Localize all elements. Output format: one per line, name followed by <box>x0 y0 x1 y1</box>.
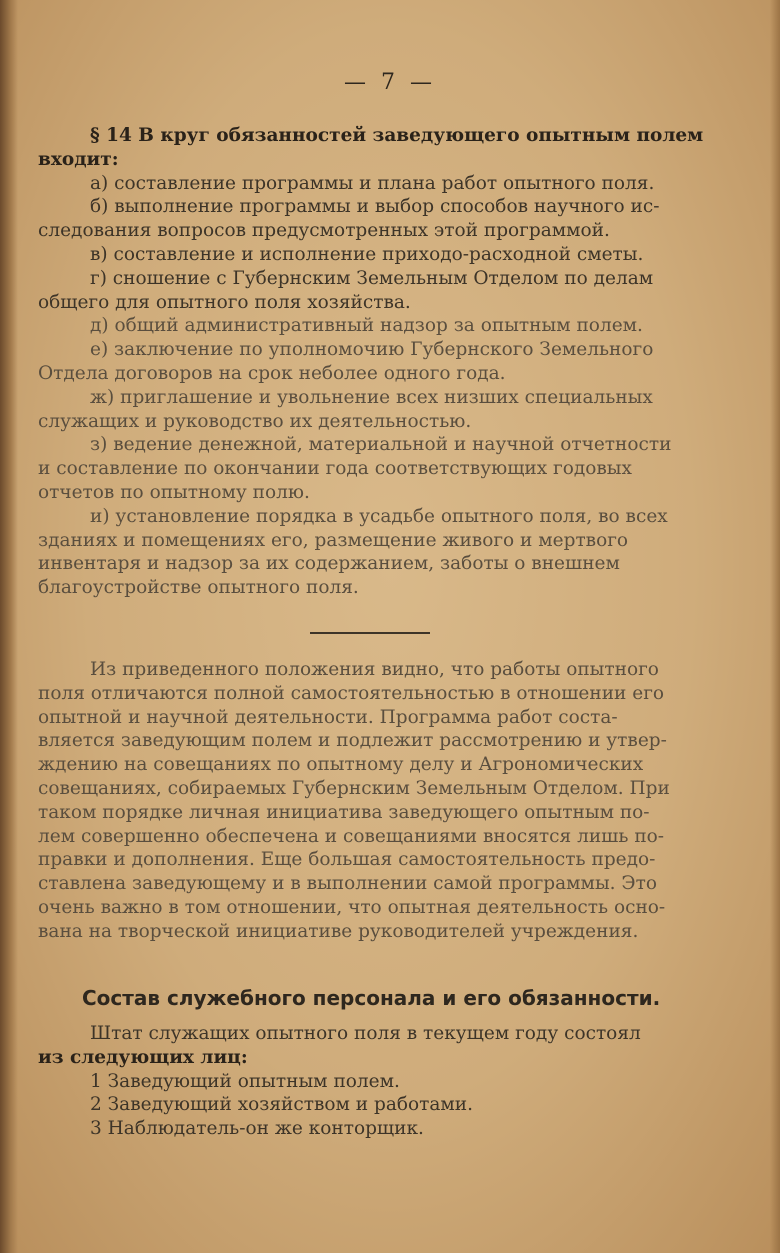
duty-item-i: и) установление порядка в усадьбе опытного поля, во всех <box>90 505 668 527</box>
paragraph-line: опытной и научной деятельности. Программа работ соста- <box>38 706 618 728</box>
paragraph-line: Штат служащих опытного поля в текущем году состоял <box>90 1023 641 1044</box>
duty-item-e-cont: Отдела договоров на срок неболее одного года. <box>38 362 506 384</box>
paragraph-line: правки и дополнения. Еще большая самостоятельность предо- <box>38 849 656 871</box>
staff-list <box>38 1022 728 1141</box>
section-14 <box>38 124 728 600</box>
paragraph-line: ждению на совещаниях по опытному делу и Агрономических <box>38 754 644 776</box>
section-14-line: входит: <box>38 148 119 170</box>
duty-item-b-cont: следования вопросов предусмотренных этой программой. <box>38 220 610 242</box>
section-14-line: § 14 В круг обязанностей заведующего опытным полем <box>90 125 704 146</box>
duty-item-e: е) заключение по уполномочию Губернского Земельного <box>90 339 654 361</box>
duty-item-d: д) общий административный надзор за опытным полем. <box>90 315 643 337</box>
paragraph-line: совещаниях, собираемых Губернским Земельным Отделом. При <box>38 777 670 799</box>
duty-item-z: з) ведение денежной, материальной и научной отчетности <box>90 434 672 456</box>
duty-item-a: а) составление программы и плана работ опытного поля. <box>90 172 655 194</box>
section-heading: Состав служебного персонала и его обязанности. <box>82 986 661 1010</box>
paragraph-line: вана на творческой инициативе руководителей учреждения. <box>38 920 639 942</box>
duty-item-i-cont: зданиях и помещениях его, размещение живого и мертвого <box>38 529 629 551</box>
duty-item-b: б) выполнение программы и выбор способов научного ис- <box>90 196 660 218</box>
paragraph-line: из следующих лиц: <box>38 1046 248 1068</box>
duty-item-g: г) сношение с Губернским Земельным Отделом по делам <box>90 267 654 289</box>
duty-item-z-cont: и составление по окончании года соответствующих годовых <box>38 458 632 480</box>
duty-item-i-cont: благоустройстве опытного поля. <box>38 577 359 599</box>
duty-item-v: в) составление и исполнение приходо-расходной сметы. <box>90 243 644 265</box>
staff-item: 1 Заведующий опытным полем. <box>90 1070 400 1092</box>
paragraph-line: поля отличаются полной самостоятельностью в отношении его <box>38 682 665 704</box>
paragraph-line: ставлена заведующему и в выполнении самой программы. Это <box>38 873 657 895</box>
paragraph-line: Из приведенного положения видно, что работы опытного <box>90 659 659 680</box>
duty-item-i-cont: инвентаря и надзор за их содержанием, заботы о внешнем <box>38 553 620 575</box>
paragraph-line: вляется заведующим полем и подлежит рассмотрению и утвер- <box>38 730 667 752</box>
paragraph-line: очень важно в том отношении, что опытная деятельность осно- <box>38 896 666 918</box>
staff-item: 3 Наблюдатель-он же конторщик. <box>90 1118 424 1140</box>
paragraph-line: таком порядке личная инициатива заведующего опытным по- <box>38 801 650 823</box>
page-edge-shadow-right <box>770 0 780 1253</box>
section-divider <box>310 632 430 634</box>
duty-item-zh: ж) приглашение и увольнение всех низших специальных <box>90 386 653 408</box>
duty-item-zh-cont: служащих и руководство их деятельностью. <box>38 410 472 432</box>
staff-item: 2 Заведующий хозяйством и работами. <box>90 1094 473 1116</box>
page-edge-shadow-left <box>0 0 18 1253</box>
duty-item-z-cont: отчетов по опытному полю. <box>38 481 310 503</box>
paragraph-analysis <box>38 658 728 944</box>
duty-item-g-cont: общего для опытного поля хозяйства. <box>38 291 411 313</box>
paragraph-line: лем совершенно обеспечена и совещаниями вносятся лишь по- <box>38 825 665 847</box>
page-number: — 7 — <box>344 70 436 95</box>
